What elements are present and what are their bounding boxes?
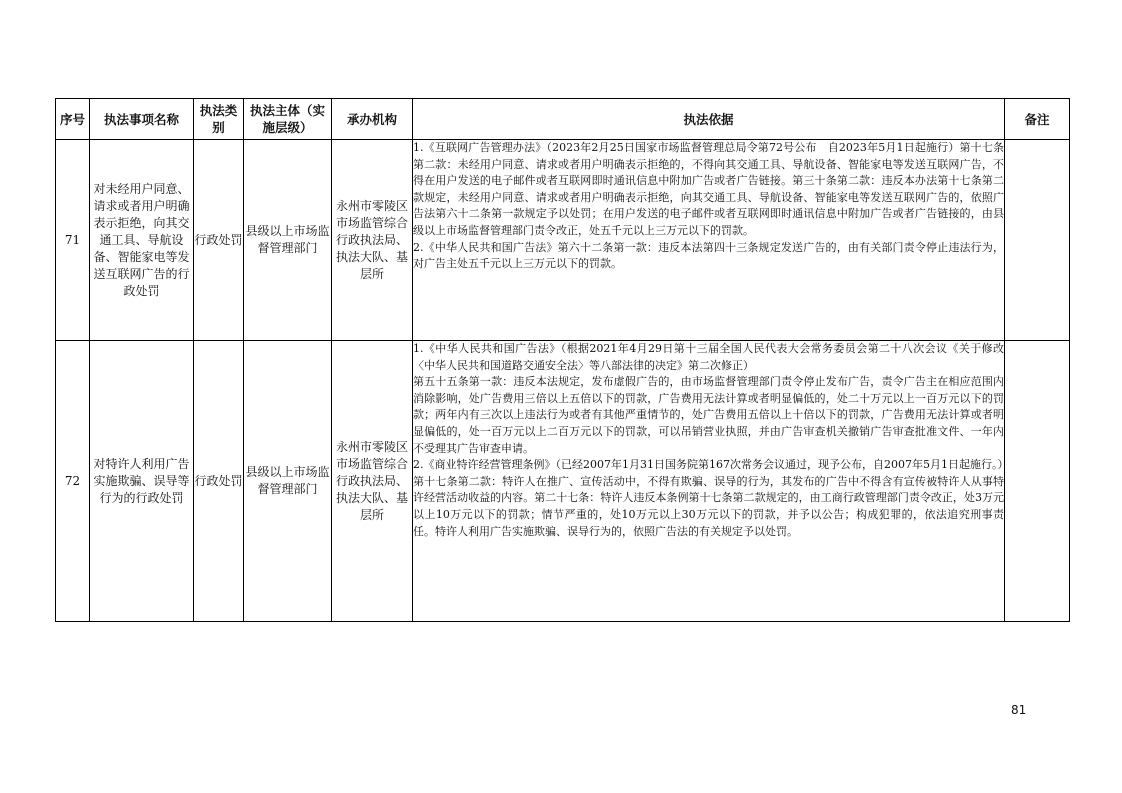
basis-paragraph: 1.《互联网广告管理办法》（2023年2月25日国家市场监督管理总局令第72号公布 自2023年5月1日起施行）第十七条第二款：未经用户同意、请求或者用户明确表示拒绝的，不得向其交通工具、导航设备、智能家电等发送互联网广告，不得在用户发送的电子邮件或者互联网即时通讯信息中附加广告或者广告链接。第三十条第二款：违反本办法第十七条第二款规定，未经用户同意、请求或者用户明确表示拒绝，向其交通工具、导航设备、智能家电等发送互联网广告的，依照广告法第六十二条第一款规定予以处罚；在用户发送的电子邮件或者互联网即时通讯信息中附加广告或者广告链接的，由县级以上市场监督管理部门责令改正，处五千元以上三万元以下的罚款。 [413,141,1004,237]
row-subject: 县级以上市场监督管理部门 [244,140,332,341]
page-number: 81 [1011,703,1027,717]
table-row [56,341,1070,622]
row-agency: 永州市零陵区市场监管综合行政执法局、执法大队、基层所 [332,140,413,341]
header-remark: 备注 [1005,99,1070,140]
row-category: 行政处罚 [194,140,244,341]
header-row [56,99,1070,140]
basis-paragraph: 2.《中华人民共和国广告法》第六十二条第一款：违反本法第四十三条规定发送广告的，由有关部门责令停止违法行为，对广告主处五千元以上三万元以下的罚款。 [413,240,1004,271]
header-seq: 序号 [56,99,90,140]
row-seq: 71 [56,140,90,341]
basis-paragraph: 第五十五条第一款：违反本法规定，发布虚假广告的，由市场监督管理部门责令停止发布广告，责令广告主在相应范围内消除影响，处广告费用三倍以上五倍以下的罚款，广告费用无法计算或者明显偏低的，处二十万元以上一百万元以下的罚款；两年内有三次以上违法行为或者有其他严重情节的，处广告费用五倍以上十倍以下的罚款，广告费用无法计算或者明显偏低的，处一百万元以上二百万元以下的罚款，可以吊销营业执照，并由广告审查机关撤销广告审查批准文件、一年内不受理其广告审查申请。 [413,375,1004,455]
row-category: 行政处罚 [194,341,244,622]
row-remark [1005,341,1070,622]
enforcement-table [55,98,1070,622]
header-item: 执法事项名称 [90,99,194,140]
header-category: 执法类别 [194,99,244,140]
row-item: 对特许人利用广告实施欺骗、误导等行为的行政处罚 [90,341,194,622]
row-agency: 永州市零陵区市场监管综合行政执法局、执法大队、基层所 [332,341,413,622]
row-item: 对未经用户同意、请求或者用户明确表示拒绝，向其交通工具、导航设备、智能家电等发送互联网广告的行政处罚 [90,140,194,341]
row-seq: 72 [56,341,90,622]
basis-paragraph: 2.《商业特许经营管理条例》（已经2007年1月31日国务院第167次常务会议通过，现予公布，自2007年5月1日起施行。） [413,458,1009,472]
row-remark [1005,140,1070,341]
table-row [56,140,1070,341]
basis-paragraph: 第十七条第二款：特许人在推广、宣传活动中，不得有欺骗、误导的行为，其发布的广告中不得含有宣传被特许人从事特许经营活动收益的内容。第二十七条：特许人违反本条例第十七条第二款规定的，由工商行政管理部门责令改正，处3万元以上10万元以下的罚款；情节严重的，处10万元以上30万元以下的罚款，并予以公告；构成犯罪的，依法追究刑事责任。特许人利用广告实施欺骗、误导行为的，依照广告法的有关规定予以处罚。 [413,474,1004,538]
header-subject: 执法主体（实施层级） [244,99,332,140]
row-subject: 县级以上市场监督管理部门 [244,341,332,622]
header-agency: 承办机构 [332,99,413,140]
row-basis [413,140,1005,341]
basis-paragraph: 1.《中华人民共和国广告法》（根据2021年4月29日第十三届全国人民代表大会常务委员会第二十八次会议《关于修改〈中华人民共和国道路交通安全法〉等八部法律的决定》第二次修正） [413,342,1004,372]
row-basis [413,341,1009,622]
header-basis: 执法依据 [413,99,1005,140]
